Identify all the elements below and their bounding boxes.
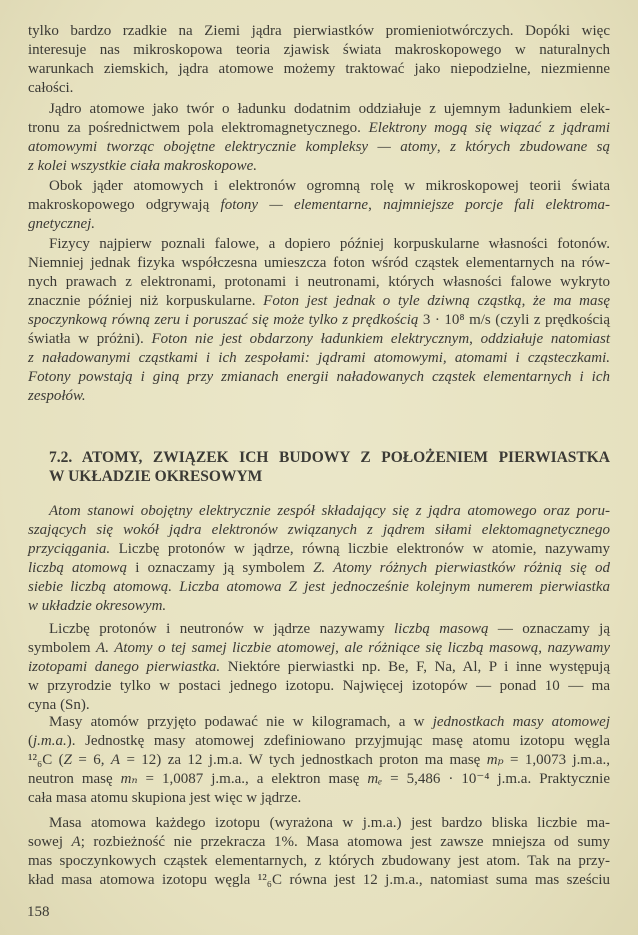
text-run: = 1,0073 j.m.a., (503, 752, 610, 768)
page-number: 158 (27, 904, 50, 920)
text-line (28, 751, 610, 770)
text-line (28, 292, 610, 311)
paragraph (28, 22, 610, 98)
italic-text-run: Elektrony mogą się wiązać z jądrami (368, 120, 610, 136)
text-line (28, 79, 610, 98)
italic-text-run: Z. Atomy różnych pierwiastków różnią się od (313, 560, 610, 576)
text-line (28, 235, 610, 254)
italic-text-run: z naładowanymi cząstkami i ich zespołami: jądrami atomowymi, atomami i cząsteczkami. (28, 350, 610, 366)
text-run: cała masa atomu skupiona jest więc w jądrze. (28, 790, 302, 806)
paragraph (28, 502, 610, 616)
text-run: tronu za pośrednictwem pola elektromagnetycznego. (28, 120, 369, 136)
text-line (28, 119, 610, 138)
paragraph (28, 814, 610, 890)
text-run: i oznaczamy ją symbolem (127, 560, 314, 576)
text-run: światła w próżni). (28, 331, 152, 347)
text-line (28, 770, 610, 789)
italic-text-run: A (110, 752, 121, 768)
paragraph (28, 713, 610, 808)
italic-text-run: Z (63, 752, 72, 768)
italic-text-run: A (71, 834, 81, 850)
text-run: ). Jednostkę masy atomowej zdefiniowano przyjmując masę atomu izotopu węgla (66, 733, 610, 749)
text-line (28, 578, 610, 597)
paragraph (28, 620, 610, 715)
text-run: Niemniej jednak fizyka współczesna umieszcza foton wśród cząstek elementarnych na rów- (28, 255, 610, 271)
text-run: , (436, 139, 451, 155)
italic-text-run: jednostkach masy atomowej (432, 714, 610, 730)
text-line (28, 620, 610, 639)
text-line (28, 852, 610, 871)
italic-text-run: mₑ (367, 771, 383, 787)
italic-text-run: mₚ (486, 752, 504, 768)
italic-text-run: w układzie okresowym. (28, 598, 167, 614)
italic-text-run: z kolei wszystkie ciała makroskopowe. (28, 158, 257, 174)
italic-text-run: j.m.a. (33, 733, 67, 749)
italic-text-run: izotopami danego pierwiastka. (28, 659, 221, 675)
text-line (28, 196, 610, 215)
text-line (28, 368, 610, 387)
text-run: = 5,486 · 10⁻⁴ j.m.a. Praktycznie (382, 771, 610, 787)
italic-text-run: atomowymi tworząc obojętne elektrycznie kompleksy — atomy (28, 139, 437, 155)
text-line (28, 677, 610, 696)
italic-text-run: gnetycznej. (28, 216, 96, 232)
text-line (28, 502, 610, 521)
text-line (28, 330, 610, 349)
paragraph (28, 235, 610, 406)
text-line (28, 311, 610, 330)
text-run: , (368, 197, 384, 213)
italic-text-run: przyciągania. (28, 541, 111, 557)
text-run: Masa atomowa każdego izotopu (wyrażona w j.m.a.) jest bardzo bliska liczbie ma- (49, 815, 610, 831)
text-line (28, 713, 610, 732)
italic-text-run: Foton nie jest obdarzony ładunkiem elektrycznym (151, 331, 470, 347)
italic-text-run: spoczynkową równą zeru i poruszać się może tylko z prędkością (28, 312, 423, 328)
text-line (28, 871, 610, 890)
text-line (28, 814, 610, 833)
text-run: = 12) za 12 j.m.a. W tych jednostkach proton ma masę (120, 752, 487, 768)
text-line (49, 467, 610, 486)
text-line (49, 448, 610, 467)
italic-text-run: najmniejsze porcje fali elektroma- (383, 197, 611, 213)
text-run: 3 · 10⁸ m/s (czyli z prędkością (422, 312, 610, 328)
text-line (28, 833, 610, 852)
text-run: , (335, 640, 345, 656)
text-run: ( (28, 733, 33, 749)
text-line (28, 41, 610, 60)
text-run: cyna (Sn). (28, 697, 90, 713)
text-run: mas spoczynkowych cząstek elementarnych, z których zbudowany jest atom. Tak na przy- (28, 853, 610, 869)
italic-text-run: szających się wokół jądra elektronów związanych z jądrem siłami elektomagnetycznego (28, 522, 610, 538)
text-run: ; rozbieżność nie przekracza 1%. Masa atomowa jest zawsze mniejsza od sumy (80, 834, 610, 850)
text-line (28, 658, 610, 677)
text-run: , (521, 293, 534, 309)
italic-text-run: z których zbudowane są (450, 139, 611, 155)
text-run: Fizycy najpierw poznali falowe, a dopiero później korpuskularne własności fotonów. (49, 236, 610, 252)
text-run: Jądro atomowe jako twór o ładunku dodatnim oddziałuje z ujemnym ładunkiem elek- (49, 101, 610, 117)
italic-text-run: siebie liczbą atomową. Liczba atomowa Z jest jednocześnie kolejnym numerem pierwiastka (28, 579, 610, 595)
italic-text-run: A. Atomy o tej samej liczbie atomowej (96, 640, 336, 656)
italic-text-run: ale różniące się liczbą masową (344, 640, 539, 656)
text-run: warunkach ziemskich, jądra atomowe możemy traktować jako niepodzielne, niezmienne (28, 61, 610, 77)
italic-text-run: nazywamy (547, 640, 610, 656)
italic-text-run: fotony — elementarne (220, 197, 369, 213)
paragraph (28, 177, 610, 234)
italic-text-run: liczbą atomową (28, 560, 128, 576)
text-line (28, 177, 610, 196)
text-run: symbolem (28, 640, 97, 656)
text-line (28, 639, 610, 658)
text-run: , (469, 331, 481, 347)
italic-text-run: oddziałuje natomiast (480, 331, 611, 347)
text-run: interesuje nas mikroskopowa teoria zjawisk świata makroskopowego w naturalnych (28, 42, 610, 58)
text-line (28, 254, 610, 273)
text-run: sowej (28, 834, 72, 850)
italic-text-run: że ma masę (533, 293, 611, 309)
text-run: całości. (28, 80, 74, 96)
text-line (28, 100, 610, 119)
paragraph (28, 100, 610, 176)
text-run: znacznie później niż korpuskularne. (28, 293, 264, 309)
text-run: Liczbę protonów w jądrze, równą liczbie elektronów w atomie, nazywamy (110, 541, 610, 557)
italic-text-run: Atom stanowi obojętny elektrycznie zespół składający się z jądra atomowego oraz poru- (49, 503, 610, 519)
text-line (28, 22, 610, 41)
text-run: 7.2. ATOMY, ZWIĄZEK ICH BUDOWY Z POŁOŻENIEM PIERWIASTKA (49, 449, 610, 466)
text-run: Masy atomów przyjęto podawać nie w kilogramach, a w (49, 714, 433, 730)
text-run: w przyrodzie tylko w postaci jednego izotopu. Najwięcej izotopów — ponad 10 — ma (28, 678, 610, 694)
text-run: neutron masę (28, 771, 121, 787)
text-line (28, 387, 610, 406)
text-run: makroskopowego odgrywają (28, 197, 221, 213)
text-line (28, 60, 610, 79)
text-run: W UKŁADZIE OKRESOWYM (49, 468, 263, 485)
text-line (28, 157, 610, 176)
text-line (28, 597, 610, 616)
text-run: , (538, 640, 548, 656)
text-run: Liczbę protonów i neutronów w jądrze nazywamy (49, 621, 395, 637)
text-run: — oznaczamy ją (488, 621, 610, 637)
text-line (28, 521, 610, 540)
italic-text-run: Foton jest jednak o tyle dziwną cząstką (263, 293, 522, 309)
text-run: nych prawach z elektronami, protonami i neutronami, których własności falowe wykryto (28, 274, 610, 290)
text-run: Obok jąder atomowych i elektronów ogromną rolę w mikroskopowej teorii świata (49, 178, 610, 194)
italic-text-run: mₙ (120, 771, 138, 787)
text-line (28, 215, 610, 234)
text-line (28, 789, 610, 808)
text-line (28, 732, 610, 751)
text-run: = 1,0087 j.m.a., a elektron masę (137, 771, 368, 787)
text-line (28, 559, 610, 578)
italic-text-run: zespołów. (28, 388, 86, 404)
text-line (28, 349, 610, 368)
text-line (28, 138, 610, 157)
text-run: tylko bardzo rzadkie na Ziemi jądra pierwiastków promieniotwórczych. Dopóki więc (28, 23, 610, 39)
text-run: Niektóre pierwiastki np. Be, F, Na, Al, P i inne występują (220, 659, 610, 675)
section-heading (49, 448, 610, 486)
italic-text-run: liczbą masową (394, 621, 489, 637)
text-run: ¹²₆C ( (28, 752, 64, 768)
text-run: = 6, (71, 752, 111, 768)
text-line (28, 273, 610, 292)
italic-text-run: Fotony powstają i giną przy zmianach energii naładowanych cząstek elementarnych i ich (28, 369, 610, 385)
text-run: kład masa atomowa izotopu węgla ¹²₆C równa jest 12 j.m.a., natomiast suma mas sześciu (28, 872, 610, 888)
text-line (28, 540, 610, 559)
